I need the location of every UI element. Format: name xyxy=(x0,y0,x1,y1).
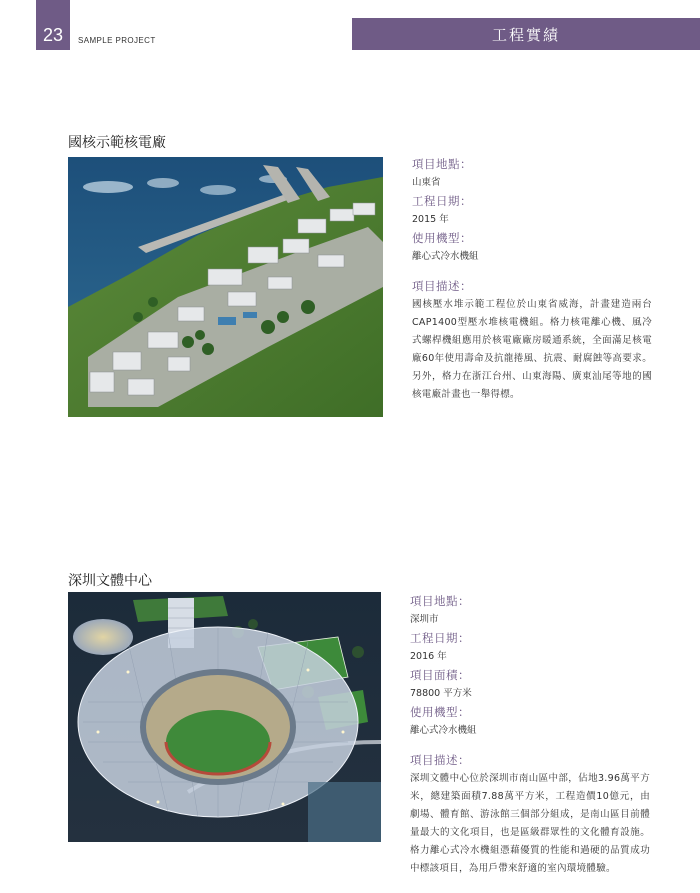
field-location xyxy=(410,592,650,628)
field-model xyxy=(412,229,652,265)
field-label: 項目地點： xyxy=(412,157,472,171)
field-value: 2015 年 xyxy=(412,214,449,225)
section-banner: 工程實績 xyxy=(352,18,700,50)
field-value: 78800 平方米 xyxy=(410,688,472,699)
description-text: 深圳文體中心位於深圳市南山區中部，佔地3.96萬平方米，總建築面積7.88萬平方米，工程造價10億元，由劇場、體育館、游泳館三個部分組成，是南山區目前體量最大的文化項目，也是區級群眾性的文化體育設施。格力離心式冷水機組憑藉優質的性能和過硬的品質成功中標該項目，為用戶帶來舒適的室內環境體驗。 xyxy=(410,773,650,874)
field-label: 工程日期： xyxy=(412,194,472,208)
field-value: 深圳市 xyxy=(410,614,439,625)
header-label: SAMPLE PROJECT xyxy=(78,36,156,45)
sports-center-photo xyxy=(68,592,381,842)
sports-center-info xyxy=(410,592,650,878)
description-label: 項目描述： xyxy=(410,753,470,767)
field-label: 使用機型： xyxy=(412,231,472,245)
field-model xyxy=(410,703,650,739)
page-number: 23 xyxy=(36,0,70,50)
field-value: 離心式冷水機組 xyxy=(410,725,477,736)
description-text: 國核壓水堆示範工程位於山東省威海，計畫建造兩台CAP1400型壓水堆核電機組。格力核電離心機、風冷式螺桿機組應用於核電廠廠房暖通系統，全面滿足核電廠60年使用壽命及抗龍捲風、抗震、耐腐蝕等高要求。另外，格力在浙江台州、山東海陽、廣東汕尾等地的國核電廠計畫也一舉得標。 xyxy=(412,299,652,400)
project-title-nuclear-plant: 國核示範核電廠 xyxy=(68,135,166,151)
field-value: 山東省 xyxy=(412,177,441,188)
nuclear-plant-photo xyxy=(68,157,383,417)
nuclear-plant-info xyxy=(412,155,652,404)
field-label: 工程日期： xyxy=(410,631,470,645)
project-title-sports-center: 深圳文體中心 xyxy=(68,573,152,589)
field-location xyxy=(412,155,652,191)
field-label: 項目地點： xyxy=(410,594,470,608)
field-date xyxy=(412,192,652,228)
field-date xyxy=(410,629,650,665)
field-area xyxy=(410,666,650,702)
field-label: 項目面積： xyxy=(410,668,470,682)
field-label: 使用機型： xyxy=(410,705,470,719)
field-value: 離心式冷水機組 xyxy=(412,251,479,262)
description-label: 項目描述： xyxy=(412,279,472,293)
field-value: 2016 年 xyxy=(410,651,447,662)
